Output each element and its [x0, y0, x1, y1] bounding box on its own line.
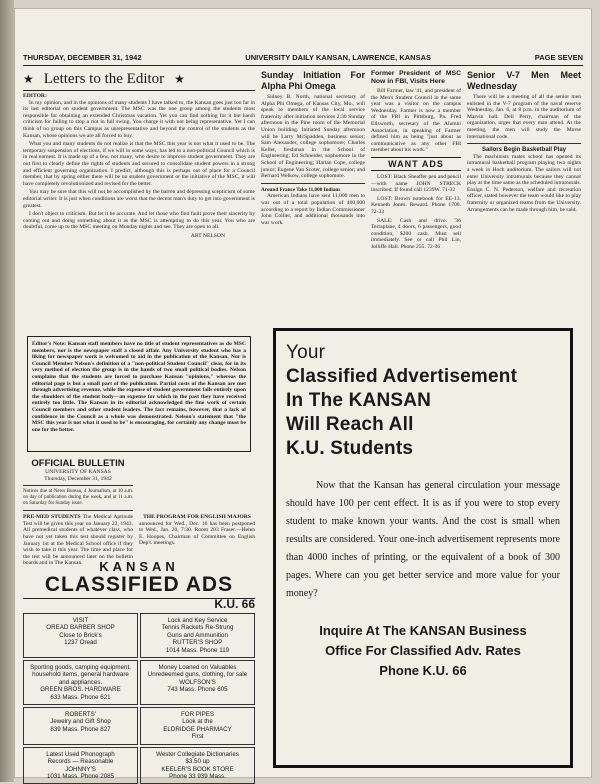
promo-line: Classified Advertisement — [286, 366, 518, 387]
classified-ad-line: Money Loaned on Valuables — [158, 664, 237, 672]
classified-ad-line: RUTTER'S SHOP — [172, 639, 223, 647]
sunday-column — [261, 70, 365, 332]
star-icon: ★ — [174, 71, 185, 86]
star-icon: ★ — [23, 71, 34, 86]
sunday-text: Sidney B. North, national secretary of Alpha Phi Omega, of Kansas City, Mo., will speak to members of the local service fraternity after initiation services 2:30 Sunday afternoon in the Pine room of the Memorial Union building. Initiated Sunday afternoon will be Larry McSpadden, business senior; Sam Alexander, college sophomore; Charles Keller, freshman in the School of Engineering; Ed Schneider, sophomore in the School of Engineering; Harlan Cope, college junior; Eugene Van Scoter, college senior; and Bernard Welkow, college sophomore. — [261, 94, 365, 180]
promo-footer — [286, 621, 560, 681]
classified-ad — [23, 747, 138, 784]
brief-head: Around France Take 11,000 Indians — [261, 186, 341, 193]
want-ad: LOST: Black Sheaffer pen and pencil—with name JOHN STRECK inscribed. If found call 1239W. 71-32 — [371, 173, 461, 194]
classified-block — [23, 559, 255, 780]
classified-ad-line: KEELER'S BOOK STORE — [161, 765, 234, 773]
sunday-title: Sunday Initiation For Alpha Phi Omega — [261, 70, 365, 91]
classified-ad — [140, 660, 255, 705]
classified-ad-line: Wester Collegiate Dictionaries — [156, 750, 239, 758]
classified-ad-line: 839 Mass. Phone 827 — [50, 725, 111, 733]
classified-ad — [140, 747, 255, 784]
letters-column — [23, 70, 255, 332]
classified-title-1: KANSAN — [99, 559, 179, 574]
sailors-title: Sailors Begin Basketball Play — [481, 147, 567, 154]
divider — [261, 183, 365, 184]
masthead — [23, 53, 583, 66]
classified-header — [23, 574, 255, 599]
classified-ad-line: 743 Mass. Phone 605 — [167, 686, 228, 694]
editors-note: Editor's Note: Kansan staff members have no title of student representatives as do MSC members, nor is the newspaper staff a closed affair. Any University student who has a liking for newspaper work is welcomed to aid in the publication of the Kansan. Nor is Council Member Nelson's definition of a "non-political Student Council" clear, for in its very method of election the group is in the hands of two small political bodies. Nelson complains that the students are forced to purchase Kansan "opinions," whereas the editorial page is but a small part of the publication. Partial costs of the Kansan are met through advertising revenue, while the expense of student government falls entirely upon the shoulders of the student body—an expense for which in the past they have received entirely too little. The Kansan in its editorial acknowledged the fine work of certain Council members and other student leaders. The fact remains, however, that a lack of confidence in the Council as a whole was demonstrated. Nelson's statement that "the MSC this year is not what it used to be" is encouraging, for certainly any change must be one for the better. — [32, 341, 246, 433]
want-ad: SALE: Cash and drive. '36 Terraplane, 4 doors, 6 passengers, good condition, $200 cash. Must sell immediately. See or call Phil Lin, Jolliffe Hall. Phone 255. 72-36 — [371, 217, 461, 250]
want-ads-title: WANT ADS — [388, 158, 444, 169]
promo-footer-line: Phone K.U. 66 — [379, 663, 467, 678]
classified-ad-line: Sporting goods, camping equipment, household items, general hardware and appliances. — [30, 664, 131, 686]
letters-paragraph: I don't object to criticism. But let it be accurate. And let those who find fault prove their sincerity by coming out and doing something about it as the MSC is attempting to do this year. You who are doubtful, come up to the MSC meeting on Monday nights and see. They are open to all. — [23, 211, 255, 231]
bulletin-org: UNIVERSITY OF KANSAS — [45, 469, 111, 475]
classified-ad-line: First — [191, 733, 204, 741]
classified-ad-line: Unredeemed guns, clothing, for sale — [147, 671, 248, 679]
classified-ad-line: Records — Reasonable — [47, 758, 114, 766]
classified-ad-line: $3.50 up — [185, 758, 210, 766]
editors-note-box — [27, 336, 251, 452]
classified-ad — [140, 707, 255, 745]
bulletin-item — [139, 514, 255, 547]
bulletin-column — [23, 458, 133, 568]
msc-column — [371, 70, 461, 332]
classified-ad-line: ELDRIDGE PHARMACY — [163, 725, 232, 733]
classified-ad-line: 1031 Mass. Phone 2085 — [46, 772, 115, 780]
classified-ad-line: WOLFSON'S — [179, 678, 216, 686]
promo-footer-line: Office For Classified Adv. Rates — [325, 643, 521, 658]
classified-ad — [140, 613, 255, 658]
promo-line: K.U. Students — [286, 438, 414, 459]
bulletin-date: Thursday, December 31, 1942 — [44, 475, 112, 482]
classified-ad — [23, 707, 138, 745]
classified-ad-line: Jewelry and Gift Shop — [50, 718, 111, 726]
letters-header — [23, 70, 255, 91]
classified-ad-line: Phone 33 939 Mass. — [169, 772, 226, 780]
promo-body: Now that the Kansan has general circulation your message should have 100 per cent effect. It is as if you were to stop every student to make known your wants. And the cost is small when results are considered. Your one-inch advertisement represents more than 4000 inches of printing, or the equivalent of a book of 300 pages. Where can you get better service and more value for your money? — [286, 480, 560, 599]
binding-spine — [0, 0, 14, 782]
classified-ad — [23, 660, 138, 705]
classified-ad-line: VISIT — [72, 617, 89, 624]
classified-ad-line: Look at the — [182, 718, 213, 726]
classified-ad-line: 1014 Mass. Phone 119 — [165, 646, 230, 654]
letters-paragraph: What you and many students do not realize is that the MSC this year is not what it used to be. The temporary suspension of elections, if we will in some ways, has led to a non-political Council which is in real earnest. It is made up of a few, not many, who desire to improve student government. They are out first to clearly define the rights of students and secured to consolidate student powers in a strong and efficient governing organization. I predict, although this is perhaps out of place for a Council member, that by spring either there will be no student government or the initiative of the MSC, it will have completely revolutionized and revised for the better. — [23, 141, 255, 187]
classified-title-2: CLASSIFIED ADS — [44, 573, 234, 596]
classified-ad-line: Guns and Ammunition — [167, 631, 228, 639]
classified-ad-line: JOHNNY'S — [65, 765, 96, 773]
letters-paragraph: In my opinion, and in the opinions of many students I have talked to, the Kansan goes just too far in its last editorial on student government. The MSC was the one group among the students most responsible for obtaining an extended Christmas vacation. Yet you can find nothing for it but harsh criticism for failing to stop a riot in full swing. You charge it with not being representative. Yet I can think of no group on this Campus as unrepresentative and beyond the control of the students as the Kansan, whose opinions we are all forced to buy. — [23, 99, 255, 139]
columns — [23, 66, 583, 780]
bulletin-item-text: announced for Wed., Dec. 16 has been postponed to Wed., Jan. 20, 7:30. Room 203 Fraser.—Helen E. Hoopes, Chairman of Committee on English Dep't. meetings. — [139, 520, 255, 547]
classified-ads-grid — [23, 613, 255, 784]
classified-ad-line: ROBERTS' — [65, 711, 96, 719]
divider — [23, 485, 133, 486]
letters-title: Letters to the Editor — [43, 71, 165, 87]
classified-ad-line: FOR PIPES — [180, 711, 214, 719]
divider — [467, 143, 581, 144]
bulletin-column-2 — [139, 458, 255, 568]
classified-phone: K.U. 66 — [214, 597, 255, 611]
promo-footer-line: Inquire At The KANSAN Business — [319, 623, 527, 638]
masthead-title: UNIVERSITY DAILY KANSAN, LAWRENCE, KANSAS — [245, 53, 432, 62]
promo-line: Your — [286, 342, 326, 363]
letters-paragraph: You may be sure that this will not be accomplished by the barren and depressing scepticism of some editorial writer. It is just when conditions are worst that the decent man's duty to get into government is greatest. — [23, 189, 255, 209]
newspaper-page — [14, 8, 592, 778]
msc-title: Former President of MSC Now in FBI, Visits Here — [371, 70, 461, 85]
msc-text: Bill Farmer, law '41, and president of the Men's Student Council in the same year was a visitor on the campus Wednesday. Farmer is now a member of the FBI in Pittsburg, Pa. Fred Ellsworth, secretary of the Alumni Association, in speaking of Farmer defined him as being "just about as communicative as any other FBI member about his work." — [371, 88, 461, 154]
masthead-date: THURSDAY, DECEMBER 31, 1942 — [23, 53, 142, 62]
senior-column — [467, 70, 581, 332]
sailors-text: The machinists mates school has opened its intramural basketball program playing two nights a week in Hoch auditorium. The sailors will not enter University intramurals because they cannot play at the time same as the scheduled intramurals. Ensign C. N. Pederson, welfare and recreation officer, stated however the team would like to play fraternity or organized teams from the University. Arrangements can be made through him, he said. — [467, 153, 581, 213]
classified-promo-ad — [273, 328, 573, 768]
want-ads-header — [371, 157, 461, 171]
promo-line: Will Reach All — [286, 414, 414, 435]
letters-signature: ART NELSON — [190, 232, 225, 239]
bulletin-item-head: THE PROGRAM FOR ENGLISH MAJORS — [143, 514, 251, 520]
classified-ad-line: Latest Used Phonograph — [46, 750, 115, 758]
classified-ad-line: Lock and Key Service — [167, 617, 228, 624]
brief-text: American Indians have sent 11,000 men to war out of a total population of 400,000 according to a report by Indian Commissioner John Collier, and additional thousands into war work. — [261, 193, 365, 226]
bulletin-item-text: The Medical Aptitude Test will be given this year on January 22, 1943. All premedical students of whatever class, who have not yet taken this test should register by January 1st at the Medical School office if they wish to take it this year. The time and place for the test will be announced later on the bulletin boards and in The Kansan. — [23, 514, 133, 567]
classified-ad-line: 1237 Oread — [64, 639, 97, 647]
classified-ad-line: 633 Mass. Phone 621 — [50, 693, 111, 701]
classified-ad-line: Close to Brick's — [59, 631, 102, 639]
promo-line: In The KANSAN — [286, 390, 432, 411]
bulletin-item-head: PRE-MED STUDENTS — [23, 514, 81, 521]
classified-ad-line: Tennis Rackets Re-Strung — [161, 624, 234, 632]
classified-ad — [23, 613, 138, 658]
classified-ad-line: OREAD BARBER SHOP — [46, 624, 115, 632]
letters-salutation: EDITOR: — [23, 93, 47, 99]
want-ad: LOST: Brown notebook for EE-13. Kenneth Jones. Reward. Phone 1700. 72-33 — [371, 195, 461, 215]
divider — [23, 510, 133, 511]
bulletin-notice: Notices due at News Bureau, 4 Journalism, at 10 a.m. on day of publication during the week, and at 11 a.m. on Saturday for Sunday issue. — [23, 489, 133, 507]
masthead-page: PAGE SEVEN — [534, 53, 583, 62]
bulletin-title: OFFICIAL BULLETIN — [31, 458, 125, 469]
senior-title: Senior V-7 Men Meet Wednesday — [467, 70, 581, 91]
classified-ad-line: GREEN BROS. HARDWARE — [40, 686, 121, 694]
senior-text: There will be a meeting of all the senior men enlisted in the V-7 program of the naval reserve Wednesday, Jan. 6, at 8 p.m. in the auditorium of Marvin hall. Dell Perry, chairman of the organization, urges that every man attend. At the meeting, the men will study the Morse international code. — [467, 94, 581, 140]
